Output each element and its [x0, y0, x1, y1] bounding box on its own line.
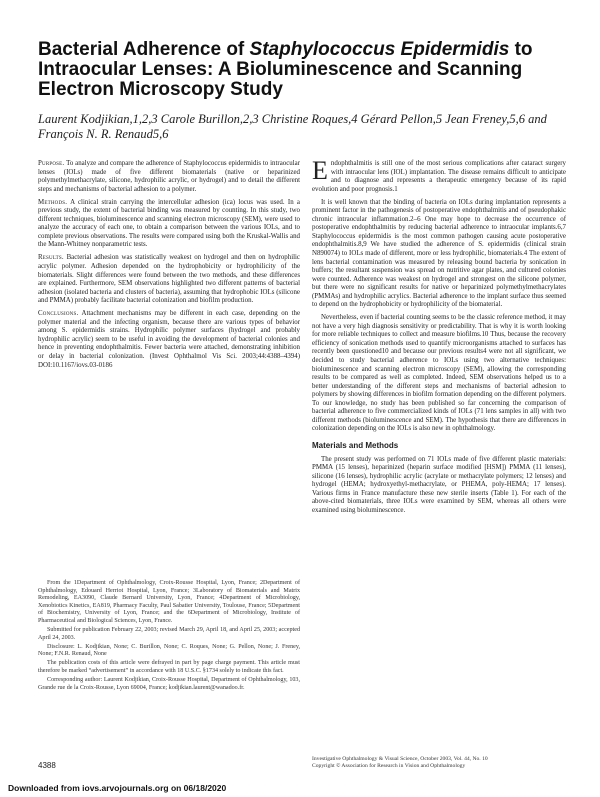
download-watermark: Downloaded from iovs.arvojournals.org on 06/18/2020: [8, 783, 227, 793]
footnote-disclosure: Disclosure: L. Kodjikian, None; C. Burillon, None; C. Roques, None; G. Pellon, None; J. Freney, None; F.N.R. Renaud, None: [38, 643, 300, 658]
article-title: Bacterial Adherence of Staphylococcus Epidermidis to Intraocular Lenses: A Bioluminescence and Scanning Electron Microscopy Study: [38, 39, 533, 100]
journal-info: [312, 756, 566, 770]
drop-cap: E: [312, 156, 328, 185]
abstract-purpose: Purpose. To analyze and compare the adherence of Staphylococcus epidermidis to intraocular lenses (IOLs) made of five different biomaterials (native or heparinized polymethylmethacrylate, silicone, hydrophilic acrylic, or hydrogel) and to detail the different steps and mechanisms of bacterial adhesion to a polymer.: [38, 160, 300, 193]
methods-paragraph: The present study was performed on 71 IOLs made of five different plastic materials: PMMA (15 lenses), heparinized (heparin surface modified [HSM]) PMMA (11 lenses), silicone (16 lenses), hydrophilic acrylic (acrylate or methacrylate polymers; 12 lenses) and hydrogel (HEMA; hydroxyethyl-methacrylate, or PHEMA, poly-HEMA; 17 lenses). Various firms in France manufacture these new sterile inserts (Table 1). For each of the above-cited biomaterials, three IOLs were examined by SEM, whereas all others were examined using bioluminescence.: [312, 455, 566, 514]
footnote-submitted: Submitted for publication February 22, 2003; revised March 29, April 18, and April 25, 2003; accepted April 24, 2003.: [38, 627, 300, 641]
page-number: 4388: [38, 761, 56, 770]
intro-paragraph-3: Nevertheless, even if bacterial counting seems to be the classic reference method, it may not have a very high diagnosis sensitivity or predictability. That is why it is worth looking for more reliable techniques to collect and measure biofilms.10 Thus, because the recovery efficiency of sonication methods used to quantify microorganisms attached to surfaces has recently been questioned10 and because our previous results4 were not all significant, we decided to study bacterial adherence to IOLs using two alternative techniques: bioluminescence and scanning electron microscopy (SEM), allowing the corresponding results to be compared as well as completed. Indeed, SEM observations helped us to a better understanding of the different steps and mechanisms of bacterial adhesion to polymers by showing differences in biofilm formation depending on the different polymers. To our knowledge, no study has been published so far concerning the comparison of bacterial adherence to five commercialized kinds of IOLs (71 lens samples in all) with two different methods (bioluminescence and SEM). The hypothesis that there are differences in colonization depending on the IOLs is also new in ophthalmology.: [312, 314, 566, 433]
intro-paragraph-2: It is well known that the binding of bacteria on IOLs during implantation represents a prominent factor in the pathogenesis of postoperative endophthalmitis and of pseudophakic chronic intraocular inflammation.2–6 One may hope to decrease the occurrence of postoperative endophthalmitis by reducing bacterial adherence to intraocular implants.6,7 Staphylococcus epidermidis is the most common pathogen causing acute postoperative endophthalmitis.8,9 We have studied the adherence of S. epidermidis (clinical strain N890074) to IOLs made of different, more or less hydrophilic, biomaterials.4 The extent of lens bacterial contamination was measured by releasing bound bacteria by sonication in buffers; the resultant suspension was spread on nutritive agar plates, and cultured colonies were counted. Adherence was weakest on hydrogel and strongest on the silicone polymer, but there were no significant results for native or heparinized polymethylmethacrylates (PMMAs) and hydrophilic acrylics. Bacterial adherence to the implant surface thus seemed to depend on the hydrophobicity or hydrophilicity of the biomaterial.: [312, 198, 566, 309]
footnote-affiliations: From the 1Department of Ophthalmology, Croix-Rousse Hospital, Lyon, France; 2Department of Ophthalmology, Edouard Herriot Hospital, Lyon, France; 3Laboratory of Biomaterials and Matrix Remodeling, EA3090, Claude Bernard University, Lyon, France; 4Department of Microbiology, Xenobiotics Kinetics, EA819, Pharmacy Faculty, Paul Sabatier University, Toulouse, France; 5Department of Biochemistry, University of Lyon, France; and the 6Department of Microbiology, Institute of Pharmaceutical and Biological Sciences, Lyon, France.: [38, 580, 300, 624]
abstract: [38, 160, 300, 375]
footnotes: [38, 580, 300, 694]
intro-paragraph-1: Endophthalmitis is still one of the most serious complications after cataract surgery with intraocular lens (IOL) implantation. The disease remains difficult to anticipate and to diagnose and represents a therapeutic emergency because of its rapid evolution and poor prognosis.1: [312, 156, 566, 193]
abstract-methods: Methods. A clinical strain carrying the intercellular adhesion (ica) locus was used. In a previous study, the extent of bacterial binding was measured by counting. In this study, two different techniques, bioluminescence and scanning electron microscopy (SEM), were used to analyze the accuracy of each one, to obtain a comparison between the various IOLs, and to complete previous observations. The results were compared using both the Kruskal-Wallis and the Mann-Whitney nonparametric tests.: [38, 198, 300, 249]
abstract-conclusions: Conclusions. Attachment mechanisms may be different in each case, depending on the polymer material and the infecting organism, because there are various types of behavior among S. epidermidis strains. Hydrophilic polymer surfaces (hydrogel and probably hydrophilic acrylic) seem to be useful in avoiding the development of bacterial colonies and hence in preventing endophthalmitis. Fewer bacteria were attached, demonstrating inhibition or delay in bacterial colonization. (Invest Ophthalmol Vis Sci. 2003;44:4388–4394) DOI:10.1167/iovs.03-0186: [38, 310, 300, 369]
journal-copyright: Copyright © Association for Research in Vision and Ophthalmology: [312, 763, 466, 769]
footnote-corresponding-author: Corresponding author: Laurent Kodjikian, Croix-Rousse Hospital, Department of Ophthalmology, 103, Grande rue de la Croix-Rousse, Lyon 69004, France; kodjikian.laurent@wanadoo.fr.: [38, 677, 300, 691]
journal-citation: Investigative Ophthalmology & Visual Science, October 2003, Vol. 44, No. 10: [312, 756, 488, 762]
abstract-results: Results. Bacterial adhesion was statistically weakest on hydrogel and then on hydrophilic acrylic polymer. Adhesion depended on the hydrophobicity or hydrophilicity of the biomaterials. Slight differences were found between the two methods, and these differences are explained. Furthermore, SEM observations highlighted two different patterns of bacterial adhesion (isolated bacteria and clusters of bacteria), assuming that hydrophobic IOLs (silicone and PMMA) probably facilitate bacterial colonization and biofilm production.: [38, 254, 300, 305]
footnote-publication-costs: The publication costs of this article were defrayed in part by page charge payment. This article must therefore be marked “advertisement” in accordance with 18 U.S.C. §1734 solely to indicate this fact.: [38, 660, 300, 675]
section-heading-methods: Materials and Methods: [312, 440, 399, 450]
author-list: Laurent Kodjikian,1,2,3 Carole Burillon,2,3 Christine Roques,4 Gérard Pellon,5 Jean Freney,5,6 and François N. R. Renaud5,6: [38, 112, 547, 141]
introduction: [312, 156, 566, 520]
